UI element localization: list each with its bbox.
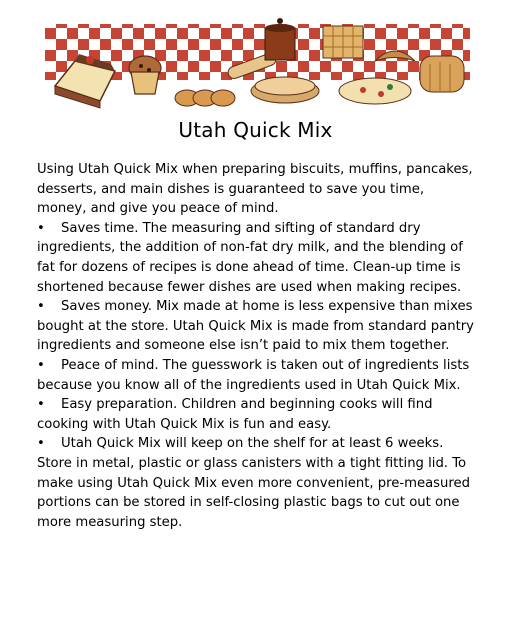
bullet-text: Easy preparation. Children and beginning cooks will find cooking with Utah Quick Mix is fun and easy. <box>37 397 433 432</box>
bullet-item <box>37 434 477 532</box>
braided-bread-icon <box>175 90 235 106</box>
pie-icon <box>251 77 319 103</box>
page-title: Utah Quick Mix <box>178 118 333 142</box>
bullet-text: Utah Quick Mix will keep on the shelf for at least 6 weeks. Store in metal, plastic or glass canisters with a tight fitting lid. To make using Utah Quick Mix even more convenient, pre-measured portions can be stored in self-closing plastic bags to cut out one more measuring step. <box>37 436 471 530</box>
bullet-item <box>37 395 477 434</box>
bullet-glyph: • <box>37 357 45 373</box>
bullet-glyph: • <box>37 299 45 315</box>
muffin-icon <box>129 56 161 94</box>
bullet-glyph: • <box>37 397 45 413</box>
bullet-text: Saves money. Mix made at home is less expensive than mixes bought at the store. Utah Quick Mix is made from standard pantry ingredients and someone else isn’t paid to mix them together. <box>37 299 474 354</box>
document-body <box>37 160 477 532</box>
pizza-icon <box>339 78 411 104</box>
bullet-item <box>37 219 477 297</box>
bullet-glyph: • <box>37 436 45 452</box>
bullet-glyph: • <box>37 220 45 236</box>
bullet-text: Peace of mind. The guesswork is taken out of ingredients lists because you know all of the ingredients used in Utah Quick Mix. <box>37 357 470 393</box>
bakery-banner <box>45 6 470 121</box>
bread-loaf-icon <box>420 56 464 92</box>
bullet-text: Saves time. The measuring and sifting of standard dry ingredients, the addition of non-fat dry milk, and the blending of fat for dozens of recipes is done ahead of time. Clean-up time is shortened because fewer dishes are used when making recipes. <box>37 220 463 295</box>
intro-paragraph: Using Utah Quick Mix when preparing biscuits, muffins, pancakes, desserts, and main dishes is guaranteed to save you time, money, and give you peace of mind. <box>37 162 473 217</box>
bullet-item <box>37 297 477 356</box>
waffle-icon <box>323 26 363 58</box>
bullet-item <box>37 356 477 395</box>
